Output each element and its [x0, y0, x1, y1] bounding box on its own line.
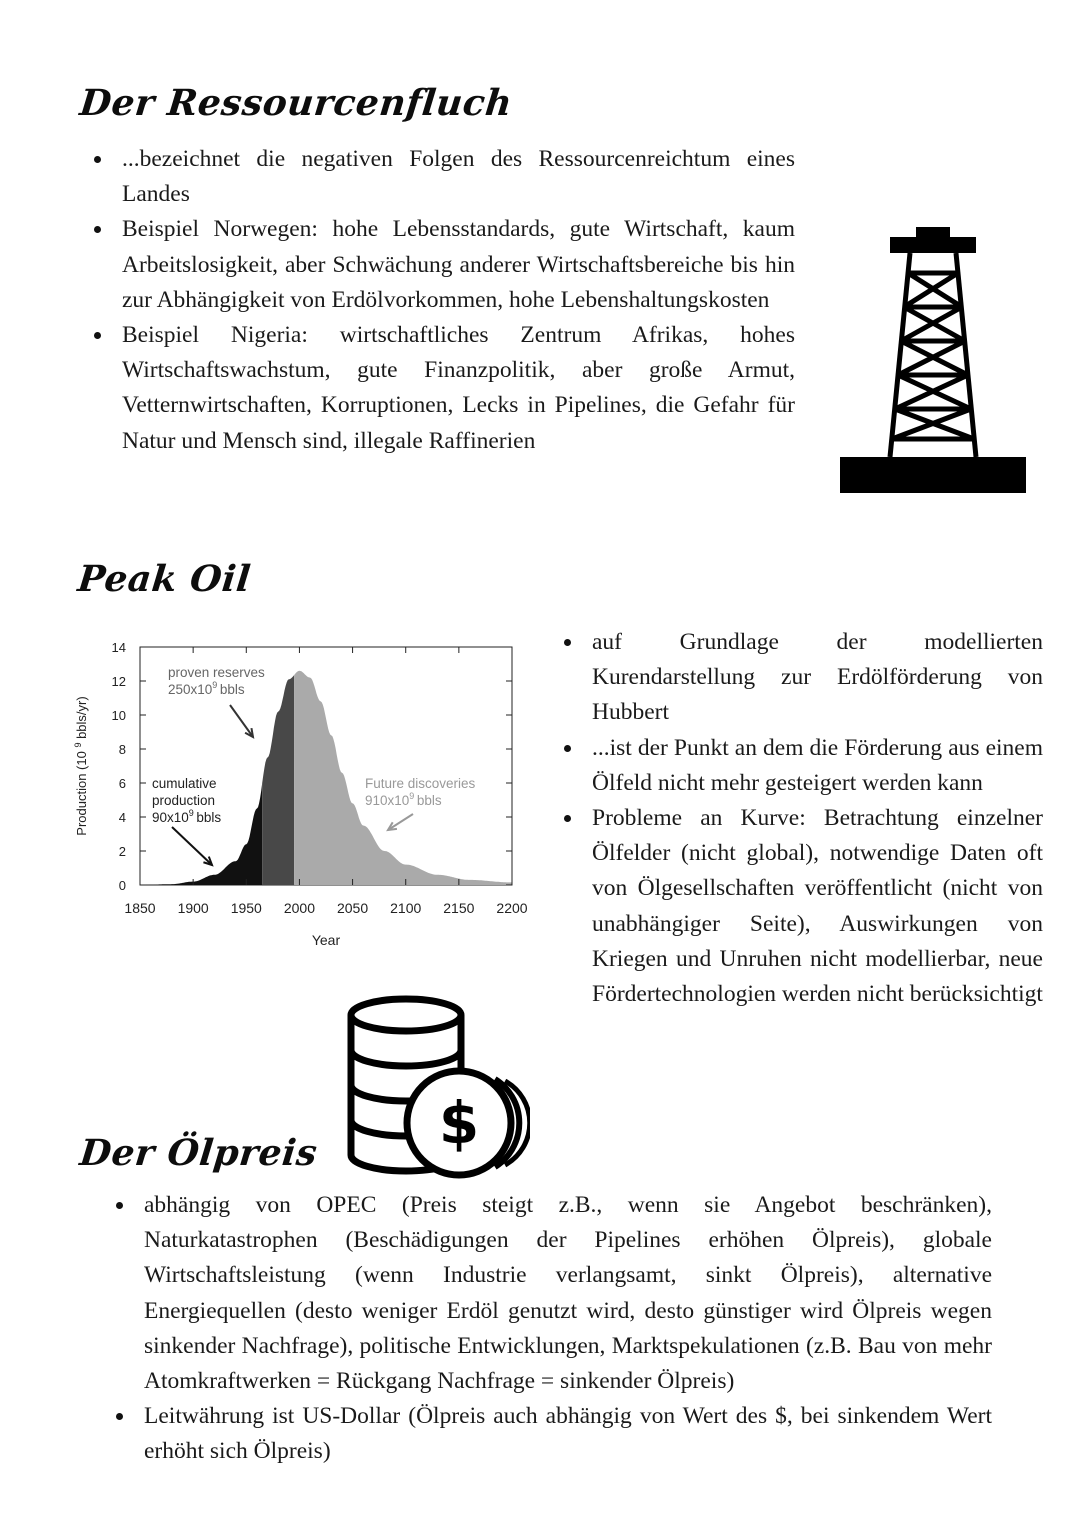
- x-tick-label: 2000: [283, 900, 316, 916]
- y-axis-label-sup: 9: [73, 742, 83, 748]
- bullet-list-oelpreis: [112, 1188, 992, 1470]
- x-axis-label: Year: [311, 932, 341, 948]
- annotation-cumulative-production-unit: bbls: [196, 810, 222, 825]
- annotation-future-discoveries-unit: bbls: [416, 793, 442, 808]
- section-title-ressourcenfluch: Der Ressourcenfluch: [77, 82, 515, 124]
- x-tick-label: 1950: [230, 900, 262, 916]
- bullet-list-ressourcenfluch: [90, 142, 795, 459]
- list-item: auf Grundlage der modellierten Kurendarstellung zur Erdölförderung von Hubbert: [560, 625, 1043, 731]
- annotation-proven-reserves-unit: bbls: [219, 682, 245, 697]
- y-tick-label: 14: [111, 640, 126, 655]
- y-axis-label-part: bbls/yr): [74, 696, 89, 743]
- annotation-cumulative-production-value: [152, 808, 221, 825]
- list-item: Beispiel Norwegen: hohe Lebensstandards, gute Wirtschaft, kaum Arbeitslosigkeit, aber Schwächung anderer Wirtschaftsbereiche bis hin zur Abhängigkeit von Erdölvorkommen, hohe Lebenshaltungskosten: [90, 212, 795, 318]
- x-tick-label: 1850: [124, 900, 156, 916]
- chart-plot-area: [73, 640, 528, 948]
- y-tick-label: 6: [118, 776, 126, 791]
- section-title-peak-oil: Peak Oil: [75, 558, 253, 600]
- annotation-proven-reserves-line: proven reserves: [168, 665, 265, 680]
- y-tick-label: 0: [118, 878, 126, 893]
- annotation-future-discoveries-value: [365, 791, 442, 808]
- list-item: Probleme an Kurve: Betrachtung einzelner Ölfelder (nicht global), notwendige Daten oft von Ölgesellschaften veröffentlicht (nicht von unabhängiger Seite), Auswirkungen von Kriegen und Unruhen nicht modellierbar, neue Fördertechnologien werden nicht berücksichtigt: [560, 801, 1043, 1012]
- x-tick-label: 1900: [177, 900, 209, 916]
- x-tick-label: 2200: [496, 900, 528, 916]
- annotation-future-discoveries-sup: 9: [409, 791, 417, 801]
- bullet-list-peak-oil: [560, 625, 1043, 1012]
- hubbert-peak-chart: [60, 625, 540, 965]
- list-item: Beispiel Nigeria: wirtschaftliches Zentrum Afrikas, hohes Wirtschaftswachstum, gute Finanzpolitik, aber große Armut, Vetternwirtschaften, Korruptionen, Lecks in Pipelines, die Gefahr für Natur und Mensch sind, illegale Raffinerien: [90, 318, 795, 459]
- x-tick-label: 2100: [390, 900, 422, 916]
- annotation-future-discoveries-num: 910x10: [365, 793, 410, 808]
- section-title-oelpreis: Der Ölpreis: [77, 1132, 320, 1174]
- annotation-cumulative-production-line: cumulative: [152, 776, 217, 791]
- y-axis-label: [73, 696, 89, 835]
- y-tick-label: 2: [118, 844, 126, 859]
- annotation-cumulative-production: [152, 776, 221, 825]
- list-item: ...bezeichnet die negativen Folgen des Ressourcenreichtum eines Landes: [90, 142, 795, 212]
- annotation-proven-reserves-sup: 9: [212, 680, 220, 690]
- y-tick-label: 8: [118, 742, 126, 757]
- x-tick-label: 2050: [336, 900, 369, 916]
- x-tick-label: 2150: [443, 900, 475, 916]
- svg-text:$: $: [438, 1089, 480, 1157]
- annotation-proven-reserves-value: [168, 680, 245, 697]
- annotation-cumulative-production-sup: 9: [188, 808, 197, 818]
- y-axis-label-part: Production (10: [74, 747, 89, 836]
- annotation-cumulative-production-num: 90x10: [152, 810, 189, 825]
- list-item: abhängig von OPEC (Preis steigt z.B., wenn sie Angebot beschränken), Naturkatastrophen (Beschädigungen der Pipelines erhöhen Ölpreis), globale Wirtschaftsleistung (wenn Industrie verlangsamt, sinkt Ölpreis), alternative Energiequellen (desto weniger Erdöl genutzt wird, desto günstiger wird Ölpreis wegen sinkender Nachfrage), politische Entwicklungen, Marktspekulationen (z.B. Bau von mehr Atomkraftwerken = Rückgang Nachfrage = sinkender Ölpreis): [112, 1188, 992, 1399]
- list-item: Leitwährung ist US-Dollar (Ölpreis auch abhängig von Wert des $, bei sinkendem Wert erhöht sich Ölpreis): [112, 1399, 992, 1469]
- y-tick-label: 10: [111, 708, 126, 723]
- annotation-proven-reserves-num: 250x10: [168, 682, 213, 697]
- y-tick-label: 4: [118, 810, 126, 825]
- list-item: ...ist der Punkt an dem die Förderung aus einem Ölfeld nicht mehr gesteigert werden kann: [560, 731, 1043, 801]
- coins-dollar-icon: [345, 995, 530, 1180]
- annotation-future-discoveries-line: Future discoveries: [365, 776, 476, 791]
- y-tick-label: 12: [111, 674, 126, 689]
- oil-derrick-icon: [838, 225, 1028, 495]
- annotation-cumulative-production-line: production: [152, 793, 216, 808]
